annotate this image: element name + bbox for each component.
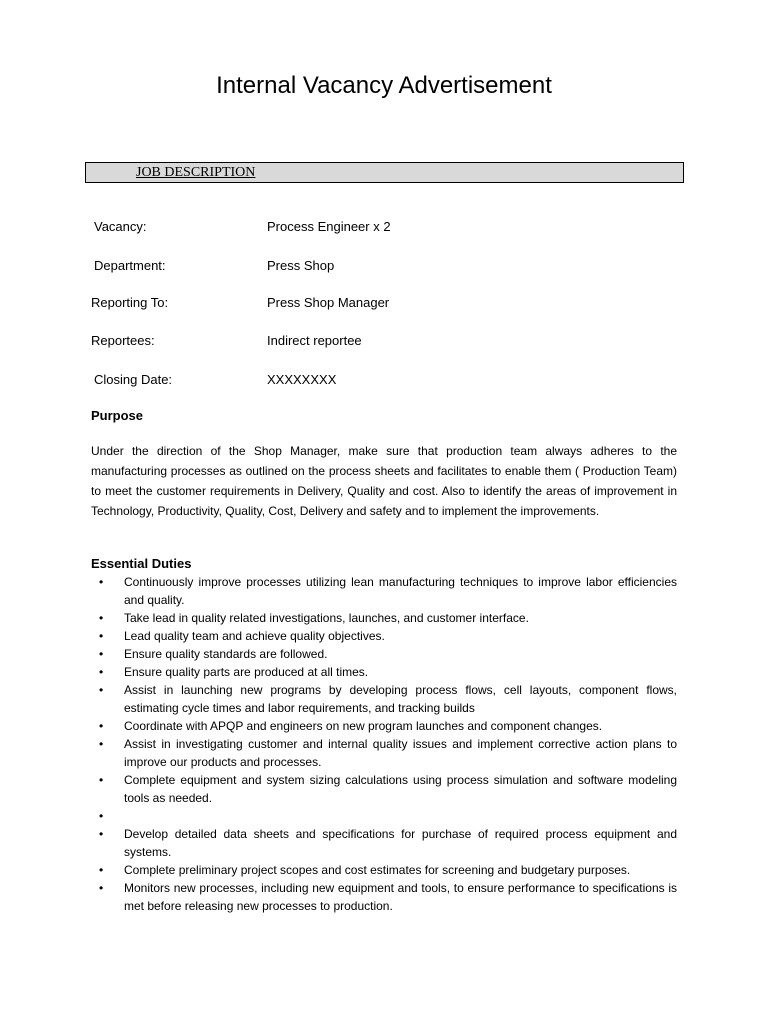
reporting-to-value: Press Shop Manager (267, 295, 390, 310)
section-heading-bar (85, 162, 684, 183)
vacancy-label: Vacancy: (94, 219, 147, 234)
bullet-icon: • (99, 881, 104, 895)
bullet-icon: • (99, 719, 104, 733)
duty-text: Assist in launching new programs by developing process flows, cell layouts, component flows, estimating cycle times and labor requirements, and tracking builds (124, 683, 677, 715)
purpose-paragraph: Under the direction of the Shop Manager, make sure that production team always adheres to the manufacturing processes as outlined on the process sheets and facilitates to enable them ( Production Team) to meet the customer requirements in Delivery, Quality and cost. Also to identify the areas of improvement in Technology, Productivity, Quality, Cost, Delivery and safety and to implement the improvements. (91, 444, 677, 518)
duty-item (91, 735, 677, 771)
department-label: Department: (94, 258, 166, 273)
duty-item (91, 825, 677, 861)
duty-text: Complete preliminary project scopes and cost estimates for screening and budgetary purposes. (124, 863, 631, 877)
duty-item (91, 627, 677, 645)
duty-text: Take lead in quality related investigations, launches, and customer interface. (124, 611, 529, 625)
duty-item (91, 573, 677, 609)
bullet-icon: • (99, 647, 104, 661)
duty-item (91, 879, 677, 915)
purpose-heading: Purpose (91, 408, 144, 423)
duty-item (91, 663, 677, 681)
duty-text: Ensure quality standards are followed. (124, 647, 328, 661)
duty-text: Ensure quality parts are produced at all times. (124, 665, 369, 679)
duty-text: Monitors new processes, including new equipment and tools, to ensure performance to specifications is met before releasing new processes to production. (124, 881, 677, 913)
bullet-icon: • (99, 665, 104, 679)
bullet-icon: • (99, 773, 104, 787)
bullet-icon: • (99, 809, 104, 823)
bullet-icon: • (99, 683, 104, 697)
closing-date-label: Closing Date: (94, 372, 173, 387)
duty-item (91, 681, 677, 717)
bullet-icon: • (99, 737, 104, 751)
essential-duties-heading: Essential Duties (91, 556, 192, 571)
duty-item (91, 771, 677, 807)
vacancy-value: Process Engineer x 2 (267, 219, 391, 234)
duty-text: Lead quality team and achieve quality objectives. (124, 629, 385, 643)
duty-text: Assist in investigating customer and internal quality issues and implement corrective action plans to improve our products and processes. (124, 737, 677, 769)
duty-item (91, 609, 677, 627)
duty-text: Continuously improve processes utilizing lean manufacturing techniques to improve labor efficiencies and quality. (124, 575, 677, 607)
bullet-icon: • (99, 629, 104, 643)
duty-item (91, 717, 677, 735)
section-heading: JOB DESCRIPTION (136, 165, 256, 180)
duty-item-empty (91, 807, 677, 825)
document-title: Internal Vacancy Advertisement (216, 72, 552, 99)
reporting-to-label: Reporting To: (91, 295, 169, 310)
bullet-icon: • (99, 827, 104, 841)
reportees-label: Reportees: (91, 333, 155, 348)
duty-text: Complete equipment and system sizing calculations using process simulation and software modeling tools as needed. (124, 773, 677, 805)
bullet-icon: • (99, 611, 104, 625)
duty-text: Develop detailed data sheets and specifications for purchase of required process equipment and systems. (124, 827, 677, 859)
duty-text: Coordinate with APQP and engineers on new program launches and component changes. (124, 719, 603, 733)
essential-duties-list (91, 573, 677, 915)
reportees-value: Indirect reportee (267, 333, 362, 348)
duty-item (91, 645, 677, 663)
bullet-icon: • (99, 863, 104, 877)
department-value: Press Shop (267, 258, 335, 273)
bullet-icon: • (99, 575, 104, 589)
duty-item (91, 861, 677, 879)
closing-date-value: XXXXXXXX (267, 372, 337, 387)
